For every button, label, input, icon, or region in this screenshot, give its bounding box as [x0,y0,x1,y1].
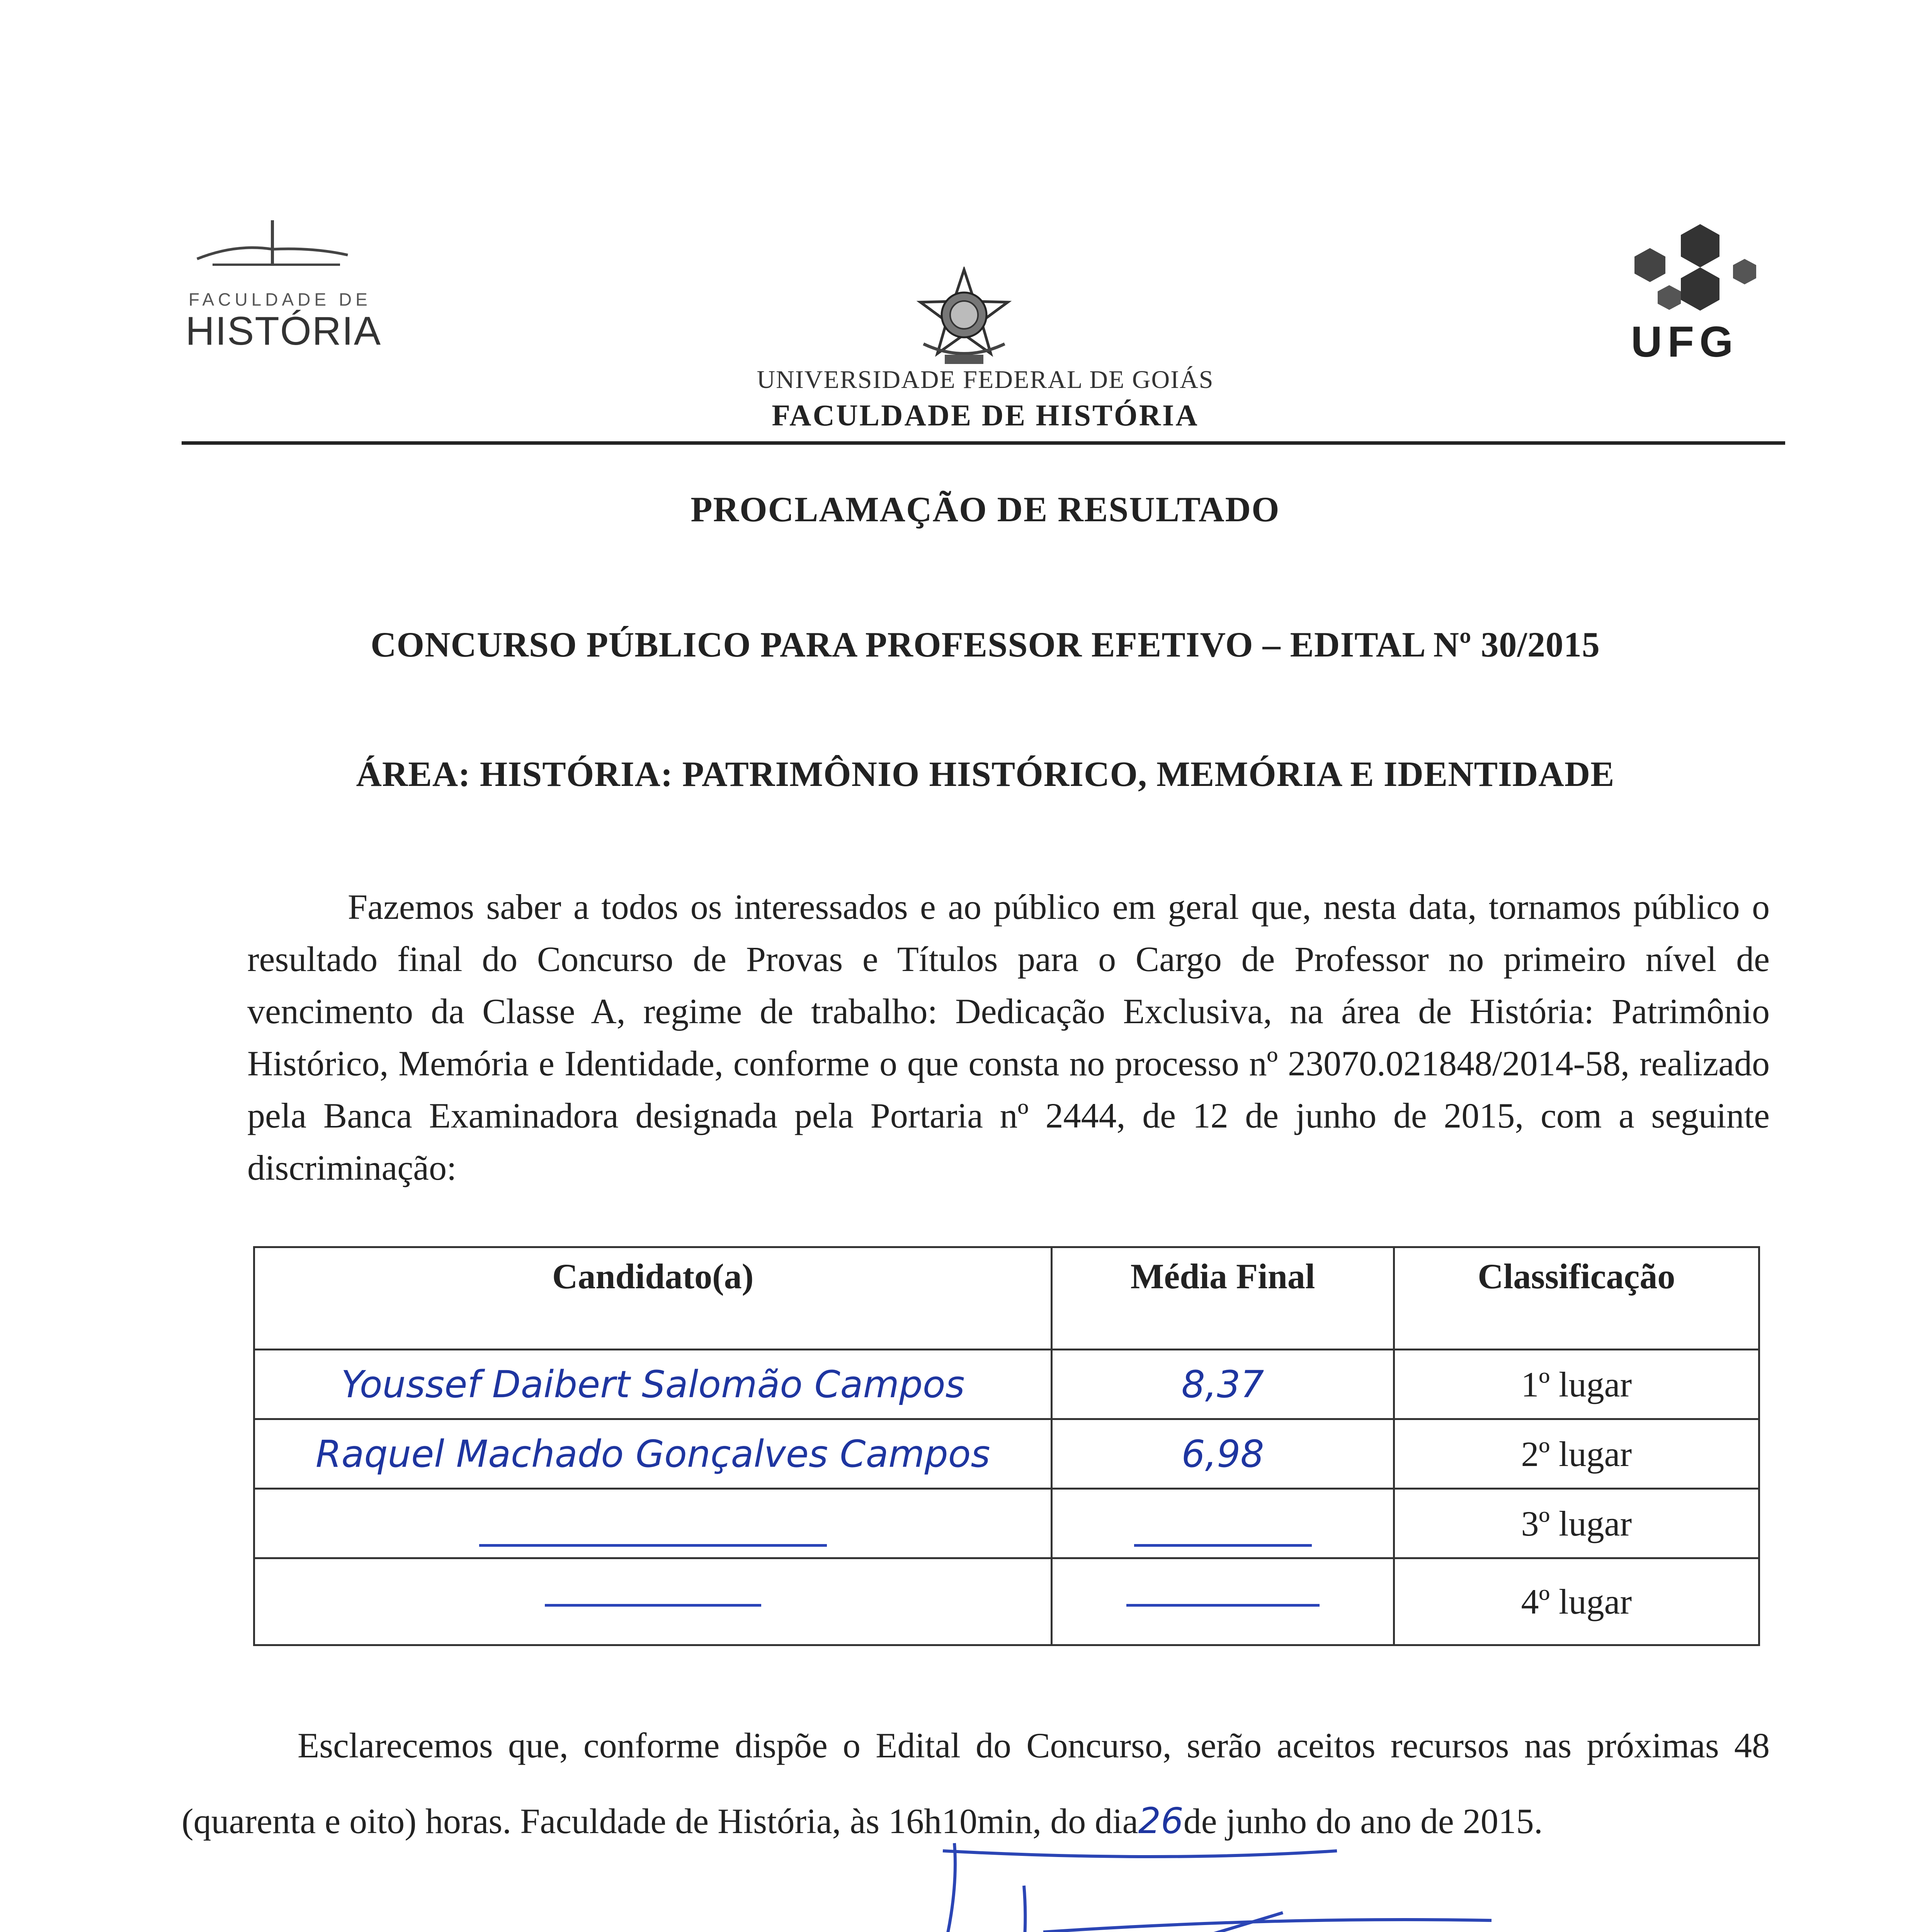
score-handwritten: 8,37 [1181,1362,1264,1406]
document-subtitle: CONCURSO PÚBLICO PARA PROFESSOR EFETIVO – EDITAL Nº 30/2015 [371,625,1600,664]
university-name: UNIVERSIDADE FEDERAL DE GOIÁS [757,366,1214,394]
header-score: Média Final [1052,1247,1394,1350]
place-cell: 4º lugar [1394,1558,1759,1645]
candidate-name-handwritten: Raquel Machado Gonçalves Campos [315,1432,990,1476]
header-candidate: Candidato(a) [254,1247,1052,1350]
header-classification: Classificação [1394,1247,1759,1350]
closing-text: Esclarecemos que, conforme dispõe o Edital do Concurso, serão aceitos recursos nas próximas 48 (quarenta e oito) horas. Faculdade de História, às 16h10min, do dia [182,1726,1770,1841]
closing-day-handwritten: 26 [1138,1800,1184,1842]
ufg-text: UFG [1631,318,1739,366]
document-title: PROCLAMAÇÃO DE RESULTADO [690,490,1280,529]
closing-text-end: de junho do ano de 2015. [1183,1801,1543,1841]
place-cell: 3º lugar [1394,1489,1759,1558]
logo-small-text: FACULDADE DE [189,289,371,310]
candidate-name-handwritten: Youssef Daibert Salomão Campos [341,1362,965,1406]
body-paragraph: Fazemos saber a todos os interessados e ao público em geral que, nesta data, tornamos público o resultado final do Concurso de Provas e Títulos para o Cargo de Professor no primeiro nível de vencimento da Classe A, regime de trabalho: Dedicação Exclusiva, na área de História: Patrimônio Histórico, Memória e Identidade, conforme o que consta no processo nº 23070.021848/2014-58, realizado pela Banca Examinadora designada pela Portaria nº 2444, de 12 de junho de 2015, com a seguinte discriminação: [247,887,1770,1187]
faculty-name: FACULDADE DE HISTÓRIA [772,398,1199,432]
score-handwritten: 6,98 [1181,1432,1264,1476]
logo-big-text: HISTÓRIA [185,309,382,354]
place-cell: 1º lugar [1394,1350,1759,1419]
place-cell: 2º lugar [1394,1419,1759,1489]
document-area: ÁREA: HISTÓRIA: PATRIMÔNIO HISTÓRICO, MEMÓRIA E IDENTIDADE [356,754,1615,794]
signature-stroke-1 [634,1843,1492,1932]
